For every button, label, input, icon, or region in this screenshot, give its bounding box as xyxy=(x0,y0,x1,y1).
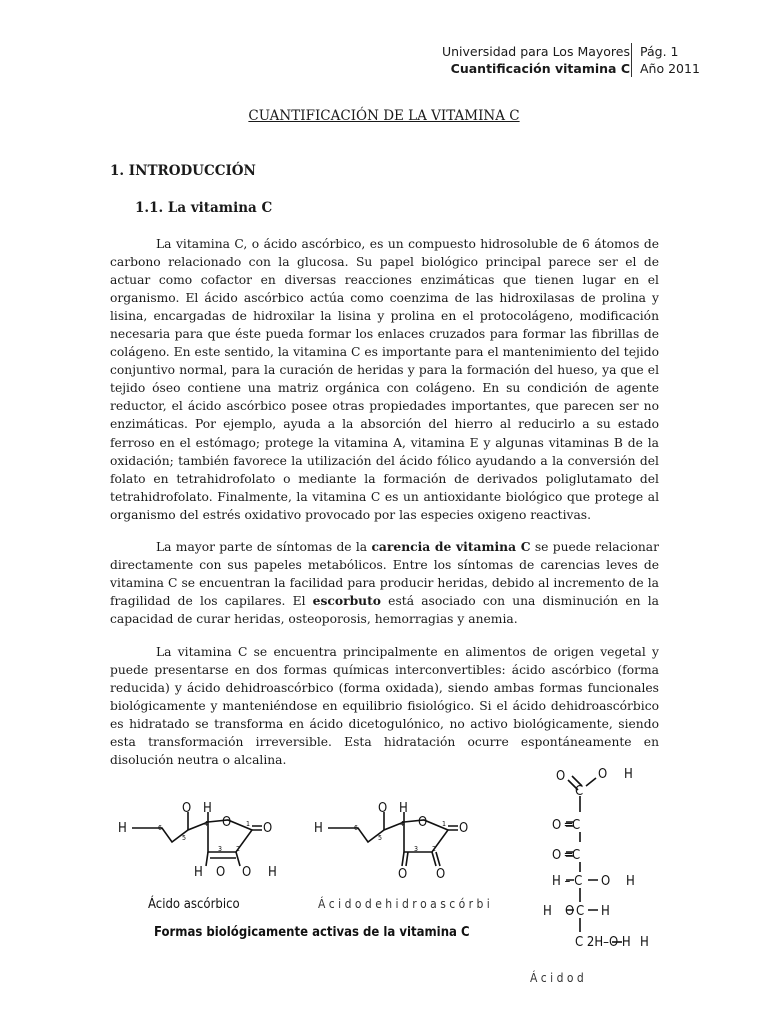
ascorbic-num-2: 2 xyxy=(236,845,241,853)
ascorbic-c2-oh-bond xyxy=(236,852,240,866)
subsection-heading-vitamina-c: 1.1. La vitamina C xyxy=(135,200,273,216)
ascorbic-side-chain xyxy=(132,822,208,842)
ascorbic-atom-h-4: H xyxy=(203,801,212,816)
dehydro-atom-o-5: O xyxy=(378,801,388,816)
ascorbic-num-3: 3 xyxy=(218,845,223,853)
dehydro-atom-h-4: H xyxy=(399,801,408,816)
dehydro-atom-o-ring: O xyxy=(418,815,428,830)
dehydro-num-4: 4 xyxy=(400,820,405,828)
ascorbic-num-1: 1 xyxy=(246,820,251,828)
ascorbic-atom-o-ring: O xyxy=(222,815,232,830)
label-dehydroascorbic-acid: Á c i d o d e h i d r o a s c ó r b i xyxy=(318,897,490,911)
section-heading-introduccion: 1. INTRODUCCIÓN xyxy=(110,163,256,179)
dehydro-num-5: 5 xyxy=(378,834,383,842)
ascorbic-atom-h-left: H xyxy=(118,821,127,836)
header-page: Pág. 1 xyxy=(640,44,679,59)
ascorbic-atom-o-5: O xyxy=(182,801,192,816)
document-title: CUANTIFICACIÓN DE LA VITAMINA C xyxy=(248,108,520,124)
paragraph-2-bold-escorbuto: escorbuto xyxy=(312,593,382,609)
ascorbic-num-5: 5 xyxy=(182,834,187,842)
paragraph-2-text-a: La mayor parte de síntomas de la xyxy=(156,540,372,554)
dehydro-num-1: 1 xyxy=(442,820,447,828)
ascorbic-num-4: 4 xyxy=(204,820,209,828)
dehydro-num-2: 2 xyxy=(432,845,437,853)
label-diketogulonic-acid: Á c i d o d xyxy=(530,971,584,985)
paragraph-2-text-c: se puede relacionar directamente con sus papeles metabólicos. Entre los síntomas de carencias leves de vitamina C se encuentran la facilidad para producir heridas, debido al incremento de la fragilidad de los capilares. El xyxy=(110,540,659,609)
diketo-keto-2: O ═C xyxy=(552,848,581,863)
diketo-c5-c: C xyxy=(576,904,585,919)
diketo-c4-o: O xyxy=(601,874,611,889)
diketo-ch2oh: C 2H–O H xyxy=(575,935,631,950)
diketo-keto-1: O ═C xyxy=(552,818,581,833)
dehydro-atom-o-3: O xyxy=(398,867,408,882)
ascorbic-atom-o-2: O xyxy=(242,865,252,880)
ascorbic-c3-oh-bond xyxy=(206,852,208,866)
ascorbic-carbonyl-bond xyxy=(252,826,262,830)
figure-caption: Formas biológicamente activas de la vitamina C xyxy=(154,925,470,940)
diketo-c5-h2: H xyxy=(601,904,610,919)
header-doc-title: Cuantificación vitamina C xyxy=(450,61,630,76)
ascorbic-atom-o-carbonyl: O xyxy=(263,821,273,836)
diketo-c4: H – C xyxy=(552,874,583,889)
diketo-ch2oh-h: H xyxy=(640,935,649,950)
paragraph-1-text: La vitamina C, o ácido ascórbico, es un compuesto hidrosoluble de 6 átomos de carbono relacionado con la glucosa. Su papel biológico principal parece ser el de actuar como cofactor en diversas reacciones enzimáticas que tienen lugar en el organismo. El ácido ascórbico actúa como coenzima de las hidroxilasas de prolina y lisina, encargadas de hidroxilar la lisina y prolina en el protocolágeno, modificación necesaria para que éste pueda formar los enlaces cruzados para formar las fibrillas de colágeno. En este sentido, la vitamina C es importante para el mantenimiento del tejido conjuntivo normal, para la curación de heridas y para la formación del hueso, ya que el tejido óseo contiene una matriz orgánica con colágeno. En su condición de agente reductor, el ácido ascórbico posee otras propiedades importantes, que parecen ser no enzimáticas. Por ejemplo, ayuda a la absorción del hierro al reducirlo a su estado ferroso en el estómago; protege la vitamina A, vitamina E y algunas vitaminas B de la oxidación; también favorece la utilización del ácido fólico ayudando a la conversión del folato en tetrahidrofolato o mediante la formación de derivados poliglutamato del tetrahidrofolato. Finalmente, la vitamina C es un antioxidante biológico que protege al organismo del estrés oxidativo provocado por las especies oxigeno reactivas. xyxy=(110,237,659,522)
dehydro-atom-h-left: H xyxy=(314,821,323,836)
dehydro-atom-o-2: O xyxy=(436,867,446,882)
dehydro-side-chain xyxy=(328,822,404,842)
ascorbic-atom-o-3: O xyxy=(216,865,226,880)
diketo-c5-o: O xyxy=(565,904,575,919)
diketo-c4-h: H xyxy=(626,874,635,889)
ascorbic-atom-h-2: H xyxy=(268,865,277,880)
label-ascorbic-acid: Ácido ascórbico xyxy=(148,897,240,912)
diketo-atom-o-1: O xyxy=(556,769,566,784)
diketo-atom-o-2: O xyxy=(598,767,608,782)
diketo-c5-h: H xyxy=(543,904,552,919)
dehydro-carbonyl-bond-3 xyxy=(432,852,440,866)
paragraph-3-text: La vitamina C se encuentra principalmente en alimentos de origen vegetal y puede presentarse en dos formas químicas interconvertibles: ácido ascórbico (forma reducida) y ácido dehidroascórbico (forma oxidada), siendo ambas formas funcionales biológicamente y manteniéndose en equilibrio fisiológico. Si el ácido dehidroascórbico es hidratado se transforma en ácido dicetogulónico, no activo biológicamente, siendo esta transformación irreversible. Esta hidratación ocurre espontáneamente en disolución neutra o alcalina. xyxy=(110,645,659,768)
dehydro-carbonyl-bond-1 xyxy=(448,826,458,830)
dehydro-num-6: 6 xyxy=(354,824,359,832)
paragraph-2-text-e: está asociado con una disminución en la capacidad de curar heridas, osteoporosis, hemorragias y anemia. xyxy=(110,594,659,627)
dehydro-atom-o-carbonyl: O xyxy=(459,821,469,836)
diketo-atom-c-1: C xyxy=(575,784,584,799)
header-year: Año 2011 xyxy=(640,61,700,76)
paragraph-2-bold-carencia: carencia de vitamina C xyxy=(371,539,531,554)
ascorbic-atom-h-3: H xyxy=(194,865,203,880)
dehydro-carbonyl-bond-2 xyxy=(402,852,408,866)
ascorbic-num-6: 6 xyxy=(158,824,163,832)
dehydro-num-3: 3 xyxy=(414,845,419,853)
diketo-atom-h-1: H xyxy=(624,767,633,782)
header-institution: Universidad para Los Mayores xyxy=(441,44,630,59)
